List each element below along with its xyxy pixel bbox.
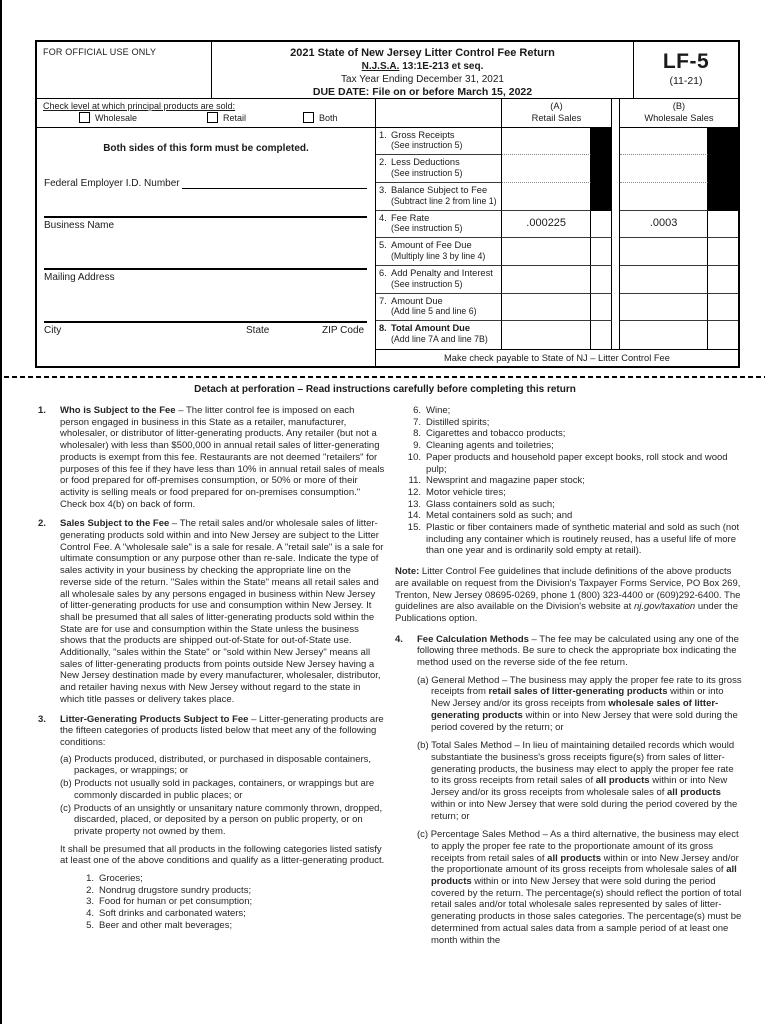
both-option (303, 112, 338, 123)
instruction-item-2: 2. Sales Subject to the Fee – The retail sales and/or wholesale sales of litter-generating products sold within and into New Jersey are subject to the Litter Control Fee. A "wholesale sale" is a sale for resale. A "retail sale" is a sale for ultimate consumption or any purpose other than re-sale. Indicate the type of sales activity in your business by checking the appropriate line on the reverse side of the return. "Sales within the State" means all retail sales and all wholesale sales by any persons engaged in business within New Jersey of litter-generating products for use and consumption within New Jersey. It shall be presumed that all sales of litter-generating products sold within the State are for use and consumption within the State unless the business shows that the products are shipped out-of-State for out-of-State use. Additionally, "sales within the State" or "sold within New Jersey" means all sales of litter-generating products from points outside New Jersey having a New Jersey destination made by every manufacturer, wholesaler, distributor, and retailer having nexus with New Jersey without regard to the state in which title passes or delivery takes place. (38, 518, 384, 705)
state-label: State (246, 324, 270, 336)
instruction-item-3c: (c) Products of an unsightly or unsanitary nature commonly thrown, dropped, discarded, placed, or deposited by a person on public property, or on private property not owned by them. (60, 802, 383, 837)
zip-label: ZIP Code (322, 324, 365, 336)
line-4-wholesale-cents-cell (708, 211, 738, 239)
line-6-label: Add Penalty and Interest (391, 267, 493, 278)
form-revision: (11-21) (669, 75, 703, 87)
instructions-right-column (395, 405, 742, 953)
line-1-retail-amount-cell[interactable] (502, 128, 591, 156)
instruction-item-1: 1. Who is Subject to the Fee – The litter control fee is imposed on each person engaged in business in this State as a retailer, manufacturer, wholesaler, or distributor of litter-generating products. Any retailer (but not a wholesaler) with less than $500,000 in annual retail sales of litter-generating products is exempt from this fee. Restaurants are not deemed "retailers" for purposes of this fee if they have less than 10% in annual retail sales of meals or food prepared for off-premises consumption, or 50% or more of their activity is selling meals or food prepared for on-premises consumption." Check box 4(b) on back of form. (38, 405, 385, 510)
form-main-row (37, 99, 738, 366)
check-level-label: Check level at which principal products are sold: (43, 101, 236, 111)
line-7-label: Amount Due (391, 295, 443, 306)
business-name-input-line[interactable] (44, 216, 367, 218)
line-7-description: 7. Amount Due (Add line 5 and line 6) (376, 294, 502, 322)
instructions-section (38, 405, 742, 953)
line-4-label: Fee Rate (391, 212, 430, 223)
city-state-zip-group (44, 321, 367, 337)
line-3-wholesale-cents-blocked (708, 183, 738, 211)
line-2-wholesale-cents-blocked (708, 155, 738, 183)
check-level-options (41, 112, 371, 123)
line-3-label: Balance Subject to Fee (391, 184, 488, 195)
wholesale-option (79, 112, 207, 123)
both-label: Both (319, 112, 338, 123)
category-item: 15. Plastic or fiber containers made of synthetic material and sold as such (not including any container which is routinely reused, has a useful life of more than one year and is ordinarily sold empty at retail). (407, 522, 740, 557)
form-title-block (212, 42, 633, 98)
category-item: 8. Cigarettes and tobacco products; (413, 428, 566, 440)
fein-input-line[interactable] (182, 178, 367, 189)
instructions-left-column (38, 405, 385, 953)
line-4-retail-fee-rate: .000225 (502, 211, 591, 239)
line-4-description: 4. Fee Rate (See instruction 5) (376, 211, 502, 239)
line-4-retail-cents-cell (591, 211, 612, 239)
line-2-retail-cents-blocked (591, 155, 612, 183)
form-header-row (37, 42, 738, 99)
instruction-item-4b: (b) Total Sales Method – In lieu of maintaining detailed records which would substantiate the business's gross receipts figure(s) from sales of litter-generating products, the business may elect to apply the proper fee rate to its gross receipts from retail sales of all products within or into New Jersey and/or its gross receipts from wholesale sales of all products within or into New Jersey that were sold during the period covered by the return; or (417, 740, 738, 822)
category-item: 7. Distilled spirits; (413, 416, 490, 428)
line-1-retail-cents-blocked (591, 128, 612, 156)
instruction-item-4a: (a) General Method – The business may apply the proper fee rate to its gross receipts from retail sales of litter-generating products within or into New Jersey and/or its gross receipts from wholesale sales of litter-generating products within or into New Jersey that were sold during the period covered by the return; or (417, 674, 742, 733)
statute-line (212, 60, 633, 73)
line-3-wholesale-amount-cell[interactable] (620, 183, 708, 211)
due-date-line: DUE DATE: File on or before March 15, 2022 (312, 86, 533, 99)
line-5-sub: (Multiply line 3 by line 4) (391, 250, 486, 261)
both-checkbox[interactable] (303, 112, 314, 123)
gutter (612, 294, 620, 322)
line-5-wholesale-cents-cell[interactable] (708, 238, 738, 266)
product-categories-1-5 (60, 873, 385, 932)
line-1-sub: (See instruction 5) (391, 140, 463, 151)
line-5-wholesale-amount-cell[interactable] (620, 238, 708, 266)
line-4-wholesale-fee-rate: .0003 (620, 211, 708, 239)
line-8-wholesale-amount-cell[interactable] (620, 321, 708, 349)
line-6-description: 6. Add Penalty and Interest (See instruction 5) (376, 266, 502, 294)
line-1-label: Gross Receipts (391, 129, 455, 140)
gutter (612, 183, 620, 211)
line-5-retail-amount-cell[interactable] (502, 238, 591, 266)
line-4-sub: (See instruction 5) (391, 223, 463, 234)
gutter (612, 155, 620, 183)
instruction-item-4c: (c) Percentage Sales Method – As a third alternative, the business may elect to apply the proper fee rate to the proportionate amount of its gross receipts from retail sales of all products within or into New Jersey and/or the proportionate amount of its gross receipts from wholesale sales of all products within or into New Jersey that were sold during the period covered by the return. The percentage(s) should reflect the portion of total retail sales and/or total wholesale sales represented by sales of litter-generating products in those sales categories. The percentage(s) must be determined from actual sales data from a sample period of at least one month within the (417, 829, 742, 946)
fein-label: Federal Employer I.D. Number (44, 177, 180, 189)
column-a-title: Retail Sales (531, 112, 582, 123)
mailing-address-group (44, 268, 367, 283)
statute-citation: N.J.S.A. (361, 61, 400, 73)
line-7-retail-cents-cell[interactable] (591, 294, 612, 322)
column-b-letter: (B) (672, 101, 686, 111)
line-8-wholesale-cents-cell[interactable] (708, 321, 738, 349)
line-2-retail-amount-cell[interactable] (502, 155, 591, 183)
instruction-item-3-closing: It shall be presumed that all products in the following categories listed satisfy at least one of the above conditions and qualify as a litter-generating product. (60, 843, 385, 867)
line-5-retail-cents-cell[interactable] (591, 238, 612, 266)
business-name-label: Business Name (44, 219, 115, 231)
line-6-wholesale-cents-cell[interactable] (708, 266, 738, 294)
wholesale-checkbox[interactable] (79, 112, 90, 123)
guidelines-note: Note: Litter Control Fee guidelines that include definitions of the above products are available on request from the Division's Taxpayer Forms Service, PO Box 269, Trenton, New Jersey 08695-0269, phone 1 (800) 323-4400 or (609)292-6400. The guidelines are also available on the Division's website at nj.gov/taxation under the Publications option. (395, 566, 741, 624)
line-5-description: 5. Amount of Fee Due (Multiply line 3 by line 4) (376, 238, 502, 266)
gutter (612, 321, 620, 349)
category-item: 5. Beer and other malt beverages; (86, 919, 233, 931)
category-item: 13. Glass containers sold as such; (407, 498, 555, 510)
category-item: 14. Metal containers sold as such; and (407, 510, 573, 522)
city-label: City (44, 324, 62, 336)
gutter (612, 238, 620, 266)
line-2-label: Less Deductions (391, 157, 460, 168)
both-sides-notice: Both sides of this form must be completed. (103, 142, 309, 154)
line-1-description: 1. Gross Receipts (See instruction 5) (376, 128, 502, 156)
line-6-sub: (See instruction 5) (391, 278, 463, 289)
line-8-retail-cents-cell[interactable] (591, 321, 612, 349)
line-7-retail-amount-cell[interactable] (502, 294, 591, 322)
product-categories-6-15 (395, 405, 742, 557)
category-item: 6. Wine; (413, 405, 451, 416)
line-1-wholesale-amount-cell[interactable] (620, 128, 708, 156)
make-check-notice: Make check payable to State of NJ – Litter Control Fee (376, 349, 738, 366)
line-7-wholesale-cents-cell[interactable] (708, 294, 738, 322)
line-8-label: Total Amount Due (391, 323, 471, 334)
line-3-retail-cents-blocked (591, 183, 612, 211)
form-title: 2021 State of New Jersey Litter Control Fee Return (290, 47, 555, 59)
column-a-header (502, 99, 612, 128)
line-3-sub: (Subtract line 2 from line 1) (391, 195, 497, 206)
perforation-line (4, 376, 765, 378)
category-item: 1. Groceries; (86, 873, 143, 885)
statute-rest: 13:1E-213 et seq. (399, 61, 484, 73)
instruction-item-3b: (b) Products not usually sold in packages, containers, or wrappings but are commonly discarded in public places; or (60, 778, 375, 801)
litter-fee-return-form (35, 40, 740, 368)
mailing-address-label: Mailing Address (44, 271, 115, 283)
line-2-description: 2. Less Deductions (See instruction 5) (376, 155, 502, 183)
retail-label: Retail (223, 112, 247, 123)
gutter (612, 211, 620, 239)
fein-row (44, 178, 367, 189)
line-2-sub: (See instruction 5) (391, 167, 463, 178)
tax-year-line: Tax Year Ending December 31, 2021 (341, 74, 504, 86)
check-level-section (37, 99, 375, 128)
gutter (612, 128, 620, 156)
city-state-zip-input-line[interactable] (44, 321, 367, 323)
line-3-retail-amount-cell[interactable] (502, 183, 591, 211)
line-7-wholesale-amount-cell[interactable] (620, 294, 708, 322)
line-8-retail-amount-cell[interactable] (502, 321, 591, 349)
table-header-spacer (376, 99, 502, 128)
line-8-description: 8. Total Amount Due (Add line 7A and line 7B) (376, 321, 502, 349)
official-use-label: FOR OFFICIAL USE ONLY (43, 47, 157, 57)
retail-checkbox[interactable] (207, 112, 218, 123)
retail-option (207, 112, 303, 123)
wholesale-label: Wholesale (95, 112, 138, 123)
line-2-wholesale-amount-cell[interactable] (620, 155, 708, 183)
instruction-item-3a: (a) Products produced, distributed, or purchased in disposable containers, packages, or wrappings; or (60, 753, 372, 777)
page-left-edge (0, 0, 2, 1024)
taxpayer-info-section (37, 128, 375, 367)
line-1-wholesale-cents-blocked (708, 128, 738, 156)
line-8-sub: (Add line 7A and line 7B) (391, 334, 488, 344)
line-5-label: Amount of Fee Due (391, 240, 472, 251)
instruction-item-3: 3. Litter-Generating Products Subject to Fee – Litter-generating products are the fifteen categories of products listed below that meet any of the following conditions: (38, 713, 384, 748)
city-state-zip-labels (44, 325, 367, 337)
line-6-retail-amount-cell[interactable] (502, 266, 591, 294)
header-gutter (612, 99, 620, 128)
column-a-letter: (A) (550, 101, 563, 111)
official-use-box (37, 42, 212, 98)
business-name-group (44, 216, 367, 231)
category-item: 11. Newsprint and magazine paper stock; (408, 475, 585, 487)
gutter (612, 266, 620, 294)
column-b-header (620, 99, 738, 128)
line-6-retail-cents-cell[interactable] (591, 266, 612, 294)
line-6-wholesale-amount-cell[interactable] (620, 266, 708, 294)
category-item: 4. Soft drinks and carbonated waters; (86, 908, 246, 920)
mailing-address-input-line[interactable] (44, 268, 367, 270)
column-b-title: Wholesale Sales (644, 112, 714, 123)
category-item: 10. Paper products and household paper except books, roll stock and wood pulp; (407, 451, 728, 475)
fee-computation-table (375, 99, 738, 366)
category-item: 9. Cleaning agents and toiletries; (413, 440, 554, 452)
detach-heading: Detach at perforation – Read instructions carefully before completing this return (194, 384, 576, 395)
instruction-item-4: 4. Fee Calculation Methods – The fee may be calculated using any one of the following three methods. Be sure to check the appropriate box indicating the method used on the reverse side of the fee return. (395, 633, 739, 669)
form-number-box (633, 42, 738, 98)
line-7-sub: (Add line 5 and line 6) (391, 306, 477, 317)
form-left-column (37, 99, 375, 366)
line-3-description: 3. Balance Subject to Fee (Subtract line 2 from line 1) (376, 183, 502, 211)
category-item: 3. Food for human or pet consumption; (86, 896, 253, 908)
category-item: 2. Nondrug drugstore sundry products; (86, 884, 252, 896)
category-item: 12. Motor vehicle tires; (407, 486, 506, 498)
form-number: LF-5 (662, 50, 710, 73)
